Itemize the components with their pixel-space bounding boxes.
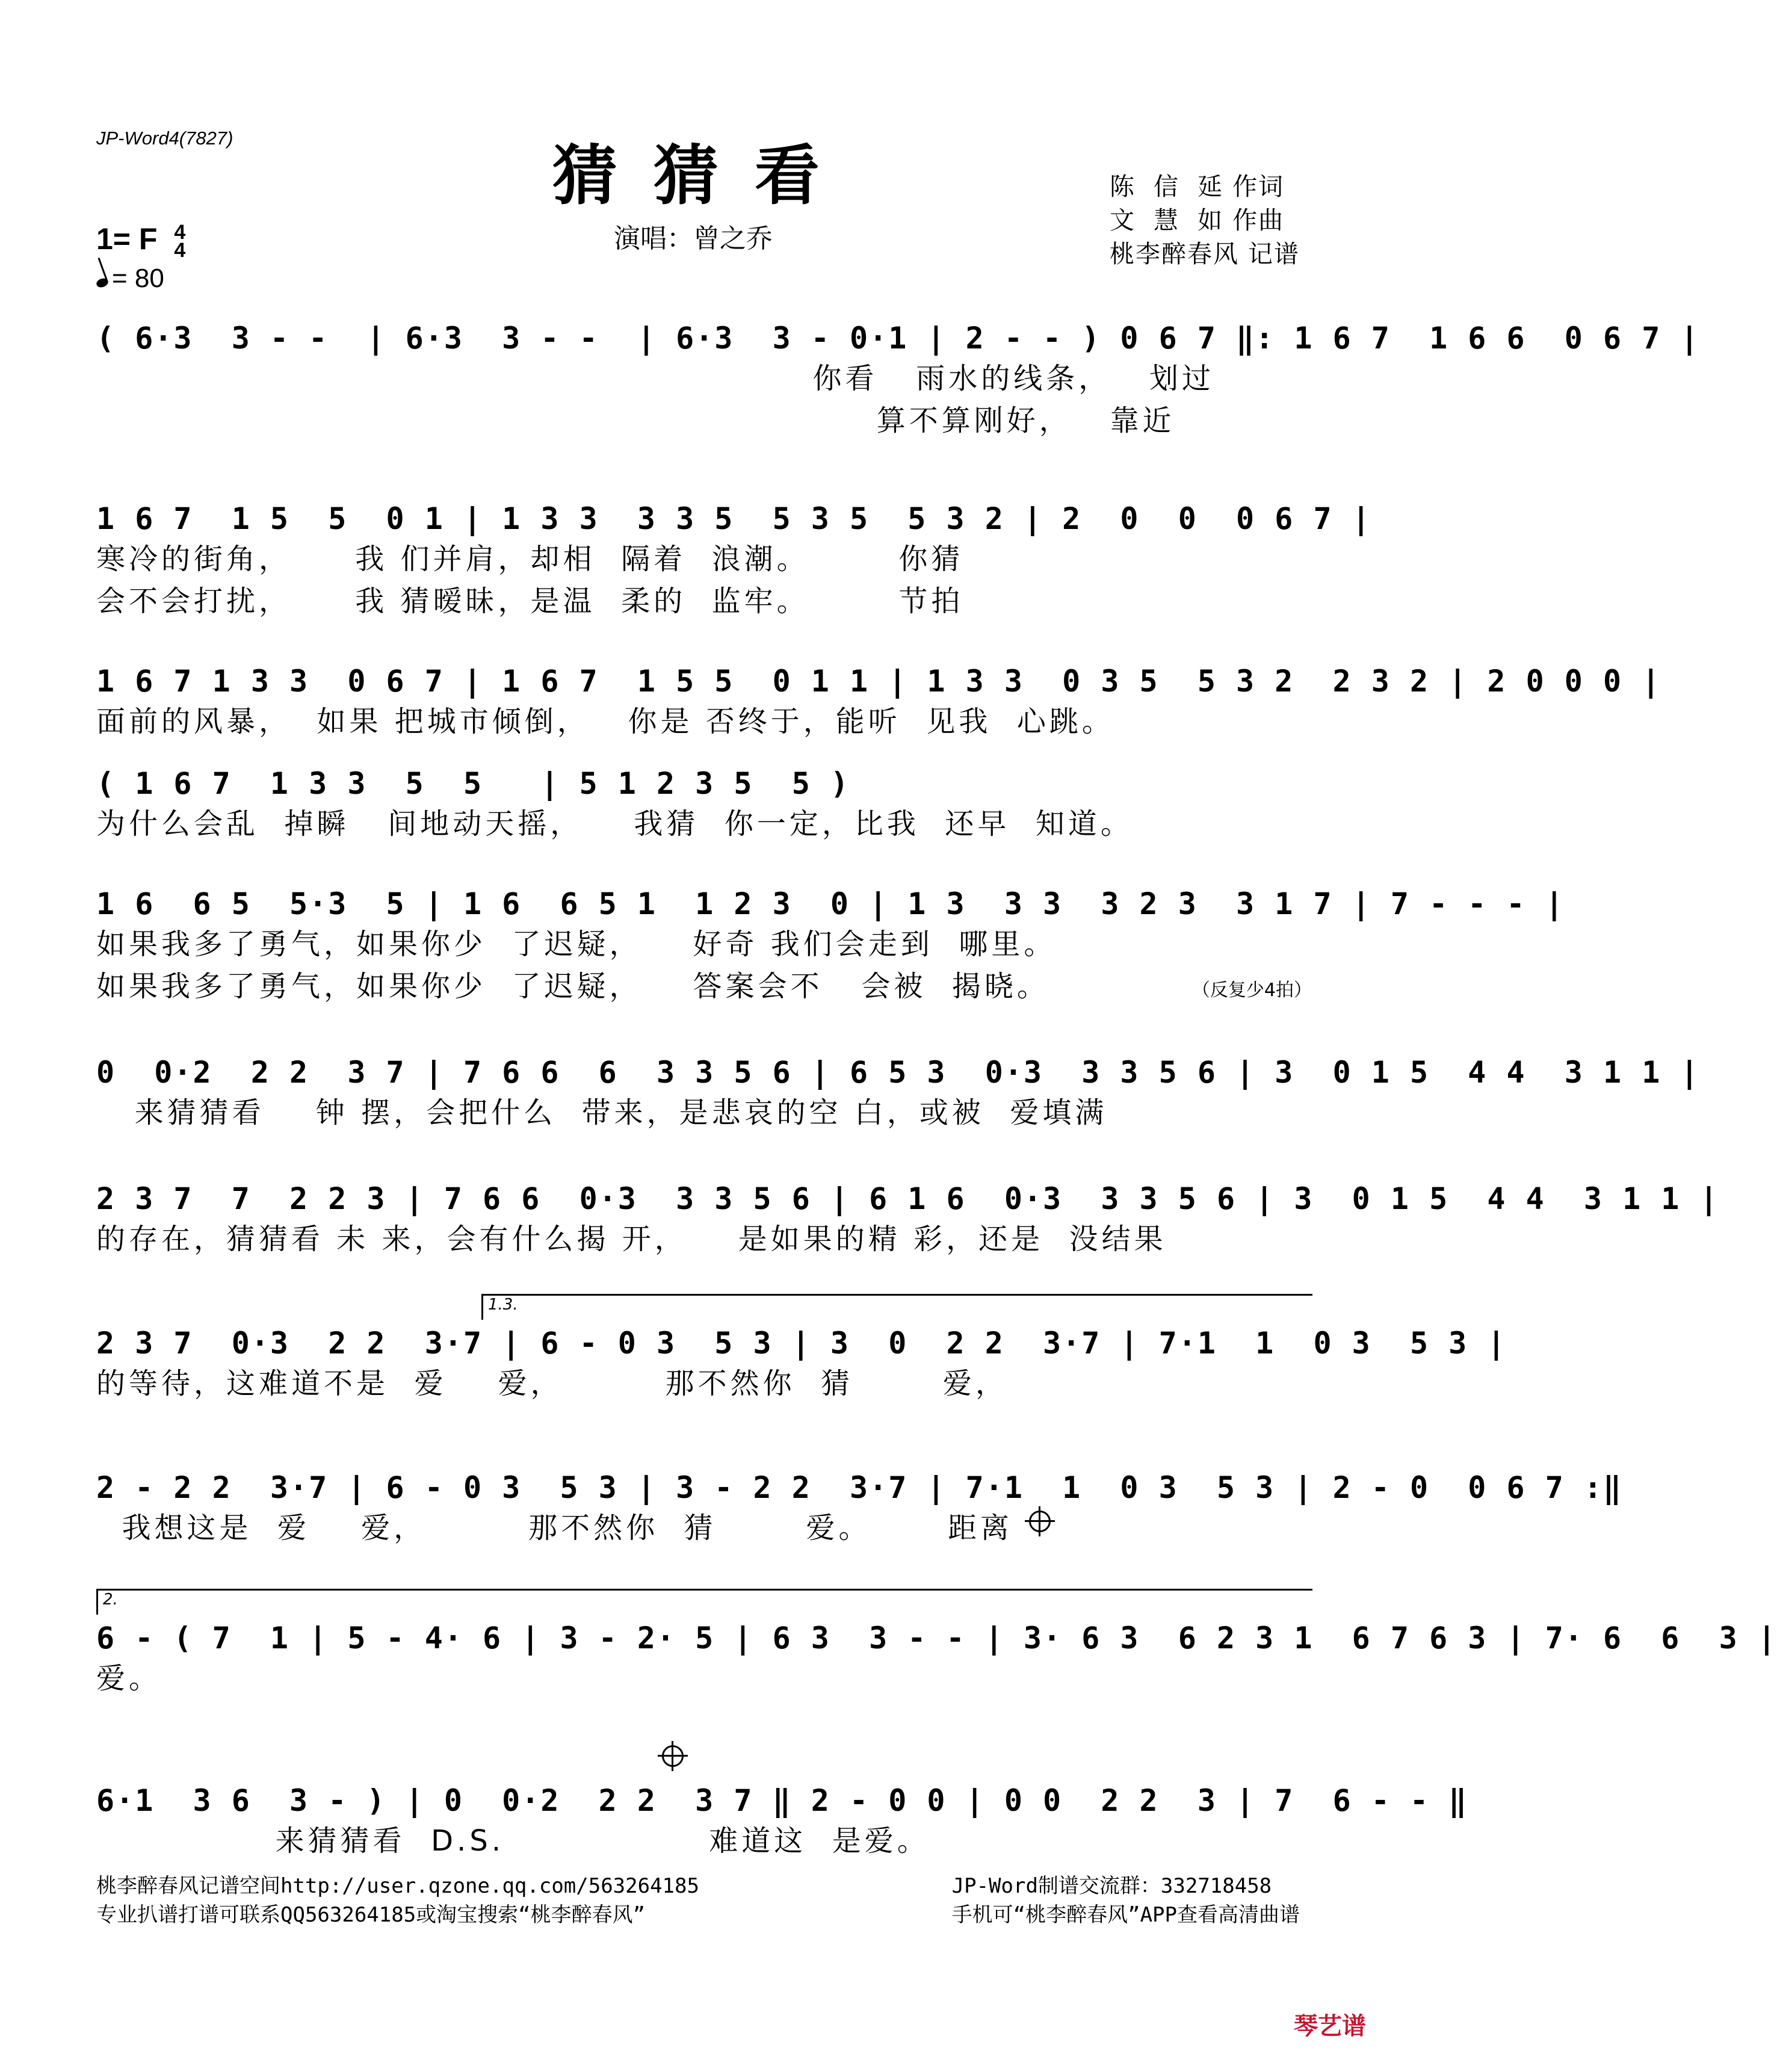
song-title: 猜猜看 (552, 138, 856, 214)
coda-icon (1029, 1511, 1051, 1532)
score-system (96, 1591, 1777, 1699)
coda-icon (662, 1745, 684, 1767)
lyric-line: 面前的风暴， 如果 把城市倾倒， 你是 否终于，能听 见我 心跳。 (96, 705, 1114, 738)
key-signature (96, 220, 186, 262)
lyric-line: 寒冷的街角， 我 们并肩，却相 隔着 浪潮。 你猜 (96, 542, 964, 576)
lyric-line: 来猜猜看 钟 摆，会把什么 带来，是悲哀的空 白，或被 爱填满 (96, 1096, 1108, 1130)
lyric-line: 为什么会乱 掉瞬 间地动天摇， 我猜 你一定，比我 还早 知道。 (96, 807, 1133, 841)
lyric-line: 会不会打扰， 我 猜暧昧，是温 柔的 监牢。 节拍 (96, 584, 964, 618)
volta-bracket: 2. (96, 1589, 1312, 1615)
note-line: 2 - 2 2 3·7 | 6 - 0 3 5 3 | 3 - 2 2 3·7 | 7·1 1 0 3 5 3 | 2 - 0 0 6 7 :‖ (96, 1470, 1623, 1505)
score-system (96, 1468, 1623, 1549)
repeat-annotation: （反复少4拍） (1191, 980, 1312, 1001)
score-system (96, 319, 1700, 442)
tempo-marking (96, 264, 164, 294)
note-line: 1 6 7 1 5 5 0 1 | 1 3 3 3 3 5 5 3 5 5 3 2 | 2 0 0 0 6 7 | (96, 501, 1371, 536)
note-line: 6 - ( 7 1 | 5 - 4· 6 | 3 - 2· 5 | 6 3 3 - - | 3· 6 3 6 2 3 1 6 7 6 3 | 7· 6 6 3 | (96, 1621, 1777, 1656)
footer-right: JP-Word制谱交流群：332718458 手机可“桃李醉春风”APP查看高清曲谱 (951, 1874, 1300, 1927)
note-line: 2 3 7 7 2 2 3 | 7 6 6 0·3 3 3 5 6 | 6 1 6 0·3 3 3 5 6 | 3 0 1 5 4 4 3 1 1 | (96, 1181, 1719, 1216)
tempo-value: = 80 (112, 264, 164, 293)
version-label: JP-Word4(7827) (96, 128, 233, 149)
lyric-line: 来猜猜看 D.S. 难道这 是爱。 (96, 1824, 930, 1858)
score-system (96, 499, 1371, 622)
lyric-line: 如果我多了勇气，如果你少 了迟疑， 好奇 我们会走到 哪里。 (96, 927, 1057, 961)
singer: 演唱：曾之乔 (614, 223, 773, 254)
time-signature: 4 4 (174, 220, 186, 262)
lyric-line: 算不算刚好， 靠近 (96, 404, 1175, 438)
lyric-line: 的等待，这难道不是 爱 爱， 那不然你 猜 爱， (96, 1367, 1008, 1400)
note-line: 1 6 6 5 5·3 5 | 1 6 6 5 1 1 2 3 0 | 1 3 3 3 3 2 3 3 1 7 | 7 - - - | (96, 886, 1565, 921)
lyric-line: 的存在，猜猜看 未 来，会有什么揭 开， 是如果的精 彩，还是 没结果 (96, 1222, 1167, 1256)
lyric-line: 如果我多了勇气，如果你少 了迟疑， 答案会不 会被 揭晓。 (96, 970, 1049, 1003)
score-system (96, 1781, 1468, 1862)
score-system (96, 662, 1661, 743)
note-line: 6·1 3 6 3 - ) | 0 0·2 2 2 3 7 ‖ 2 - 0 0 | 0 0 2 2 3 | 7 6 - - ‖ (96, 1783, 1468, 1818)
note-line: ( 1 6 7 1 3 3 5 5 | 5 1 2 3 5 5 ) (96, 766, 850, 801)
lyric-line: 我想这是 爱 爱， 那不然你 猜 爱。 距离 (96, 1511, 1013, 1545)
score-system (96, 764, 1312, 845)
score-system (96, 885, 1565, 1007)
site-logo: 琴艺谱 (1294, 2012, 1366, 2040)
note-line: ( 6·3 3 - - | 6·3 3 - - | 6·3 3 - 0·1 | 2 - - ) 0 6 7 ‖: 1 6 7 1 6 6 0 6 7 | (96, 321, 1700, 356)
footer-left: 桃李醉春风记谱空间http://user.qzone.qq.com/563264185 专业扒谱打谱可联系QQ563264185或淘宝搜索“桃李醉春风” (96, 1874, 699, 1927)
lyric-line: 你看 雨水的线条， 划过 (96, 362, 1214, 395)
note-line: 2 3 7 0·3 2 2 3·7 | 6 - 0 3 5 3 | 3 0 2 2 3·7 | 7·1 1 0 3 5 3 | (96, 1326, 1507, 1361)
score-system (96, 1180, 1719, 1260)
volta-bracket: 1.3. (481, 1294, 1312, 1320)
credits: 陈 信 延 作词 文 慧 如 作曲 桃李醉春风 记谱 (1109, 172, 1300, 268)
score-system (96, 1053, 1700, 1134)
key-label: 1= F (96, 222, 158, 256)
quarter-note-icon (95, 277, 110, 289)
note-line: 1 6 7 1 3 3 0 6 7 | 1 6 7 1 5 5 0 1 1 | 1 3 3 0 3 5 5 3 2 2 3 2 | 2 0 0 0 | (96, 664, 1661, 699)
score-system (96, 1296, 1507, 1405)
lyric-line: 爱。 (96, 1662, 162, 1695)
note-line: 0 0·2 2 2 3 7 | 7 6 6 6 3 3 5 6 | 6 5 3 0·3 3 3 5 6 | 3 0 1 5 4 4 3 1 1 | (96, 1055, 1700, 1090)
